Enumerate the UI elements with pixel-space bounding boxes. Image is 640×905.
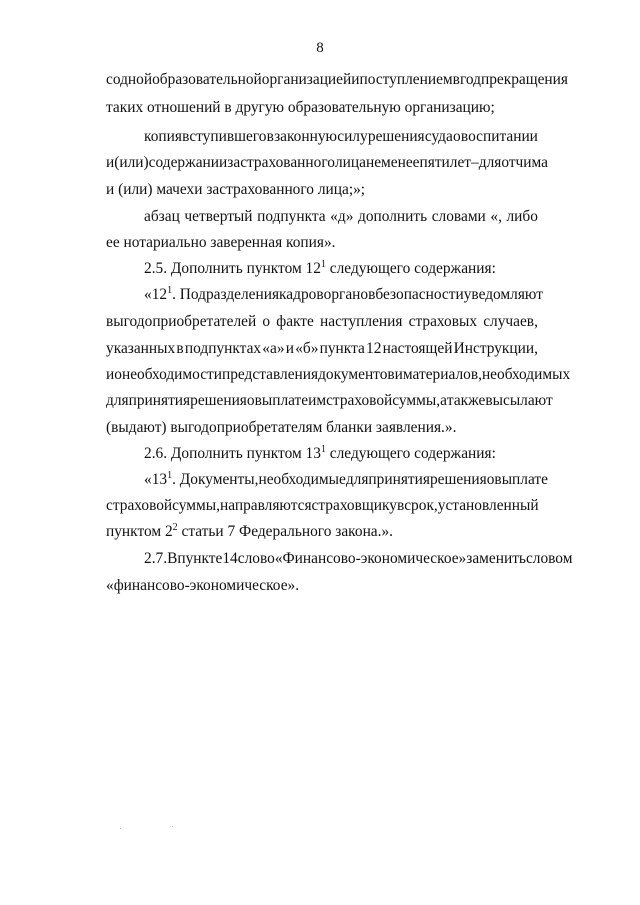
word: представления [222,366,319,383]
word: выплате [494,471,548,488]
clause-13-1-first-word: . Документы, [172,471,259,488]
p8-line-2: «финансово-экономическое». [106,577,300,594]
word: вступившего [182,128,267,145]
word: воспитании [460,128,538,145]
word: суда [424,128,453,145]
word: «а» [262,340,285,357]
p3-line-1 [144,207,538,227]
clause-13-1-number: «13 [144,471,168,488]
word: 14 [222,550,238,567]
word: образовательной [152,71,262,88]
word: содержании [148,154,228,171]
word: В [167,550,178,567]
p5-line-2 [106,312,538,332]
word: необходимые [258,471,346,488]
word: 2.7. [144,550,168,567]
word: решения [429,471,487,488]
word: установленный [437,497,539,514]
p2-line-3: и (или) мачехи застрахованного лица;»; [106,181,366,198]
word: органов [323,286,376,303]
word: материалов, [402,366,482,383]
p2-line-2 [106,153,549,173]
word: словом [525,550,573,567]
superscript: 1 [320,444,326,455]
word: а [440,392,447,409]
p5-line-5 [106,391,553,411]
word: копия [144,128,182,145]
word: «Финансово-экономическое» [274,550,467,567]
word: в [266,128,274,145]
p8-line-1 [144,549,573,569]
word: о [453,128,461,145]
p3-line-2: ее нотариально заверенная копия». [106,234,336,251]
word: и [285,340,294,357]
p1-line-2: таких отношений в другую образовательную организацию; [106,99,495,116]
word: год [459,71,481,88]
word: дополнить [357,208,428,225]
word: им [308,392,327,409]
word: наступления [320,313,403,330]
word: страховщику [311,497,397,514]
word: необходимости [121,366,222,383]
word: подпунктах [184,340,262,357]
word: о [246,392,255,409]
word: словами [431,208,486,225]
clause-12-1-number: «12 [144,286,168,303]
p7-line-1 [144,470,548,490]
word: в [176,340,184,357]
word: выплате [254,392,309,409]
item-2-6-heading [144,444,496,464]
word: случаев, [483,313,538,330]
p7-line-2 [106,496,538,516]
word: «д» [330,208,354,225]
word: абзац [144,208,180,225]
word: организацией [261,71,352,88]
word: не [365,154,382,171]
word: страховой [326,392,393,409]
word: срок, [404,497,438,514]
word: и [394,366,403,383]
superscript: 2 [172,522,178,533]
word: слово [237,550,275,567]
p7-line-3 [106,522,393,542]
word: суммы, [172,497,220,514]
word: подпункта [257,208,326,225]
word: либо [506,208,538,225]
item-2-5-text-b: следующего содержания: [325,260,496,277]
p5-line-1 [144,285,543,305]
word: для [345,471,369,488]
word: документов [318,366,395,383]
p7-line-3-text-a: пунктом 2 [106,523,173,540]
clause-12-1-first-word: . Подразделения [172,286,280,303]
word: и [351,71,360,88]
word: лет [449,154,472,171]
word: безопасности [375,286,464,303]
p5-line-4 [106,365,571,385]
page-number: 8 [316,40,324,56]
word: решения [367,128,425,145]
scan-speck [120,828,121,829]
superscript: 1 [167,470,173,481]
word: указанных [106,340,176,357]
p5-line-3 [106,339,538,359]
word: в [396,497,405,514]
clause-13-1-start [144,470,258,490]
superscript: 1 [167,285,173,296]
word: в [452,71,460,88]
word: принятия [368,471,430,488]
scan-speck [172,826,173,827]
word: «б» [295,340,319,357]
word: факте [276,313,314,330]
clause-12-1-start [144,285,279,305]
word: (или) [114,154,149,171]
word: пункта [319,340,365,357]
word: решения [190,392,247,409]
word: Инструкции, [453,340,538,357]
word: законную [274,128,338,145]
word: направляются [219,497,312,514]
word: суммы, [392,392,441,409]
word: уведомляют [463,286,543,303]
word: о [486,471,495,488]
p7-line-3-text-b: статьи 7 Федерального закона.». [177,523,394,540]
word: прекращения [480,71,568,88]
word: застрахованного [227,154,335,171]
word: пункте [177,550,223,567]
word: также [446,392,486,409]
word: выгодоприобретателей [106,313,257,330]
word: настоящей [382,340,453,357]
word: «, [490,208,502,225]
word: заменить [466,550,526,567]
word: страховых [408,313,478,330]
word: и [106,366,115,383]
p1-line-1 [106,70,568,90]
word: принятия [128,392,191,409]
word: отчима [501,154,549,171]
word: 12 [366,340,382,357]
word: пяти [419,154,450,171]
item-2-5-text-a: 2.5. Дополнить пунктом 12 [144,260,321,277]
word: поступлением [359,71,453,88]
word: для [106,392,129,409]
word: и [106,154,115,171]
word: с [106,71,113,88]
word: лица [334,154,366,171]
item-2-6-text-a: 2.6. Дополнить пунктом 13 [144,445,321,462]
word: страховой [106,497,173,514]
word: высылают [485,392,553,409]
word: четвертый [184,208,253,225]
word: о [114,366,122,383]
word: кадров [279,286,324,303]
word: одной [112,71,153,88]
word: – [471,154,479,171]
p2-line-1 [144,127,538,147]
word: менее [381,154,420,171]
superscript: 1 [320,259,326,270]
word: о [262,313,271,330]
p5-line-6: (выдают) выгодоприобретателям бланки заявления.». [106,419,457,436]
word: необходимых [481,366,571,383]
item-2-5-heading [144,259,496,279]
word: для [478,154,502,171]
word: силу [337,128,368,145]
item-2-6-text-b: следующего содержания: [325,445,496,462]
